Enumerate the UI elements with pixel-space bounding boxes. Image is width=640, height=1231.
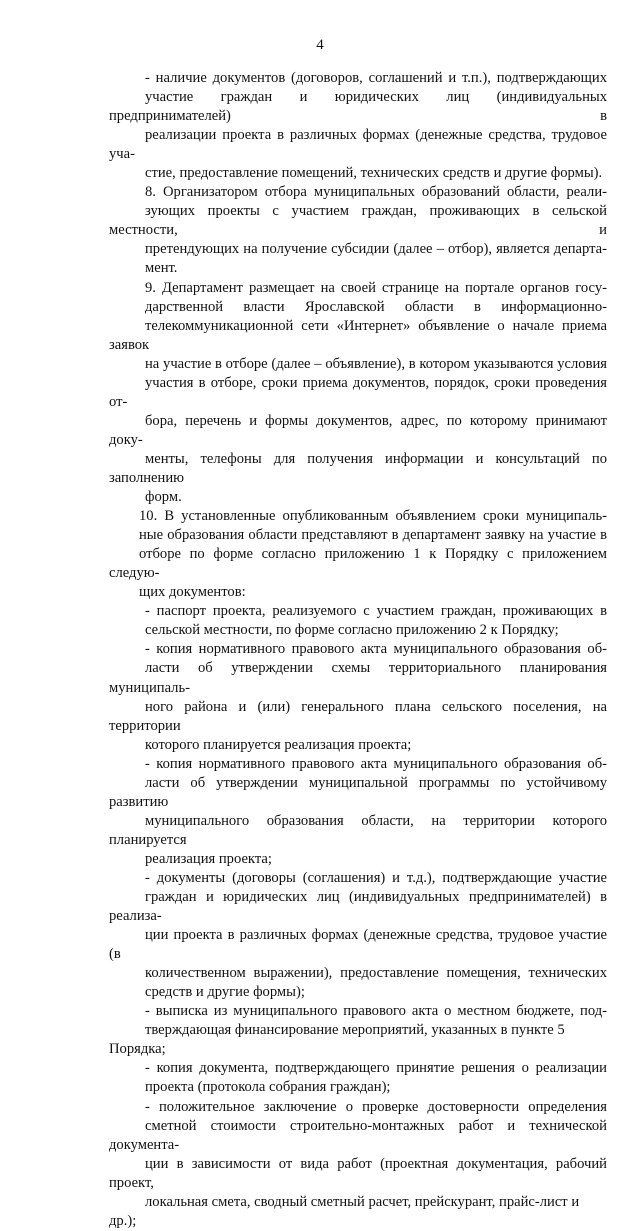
text-line: ные образования области представляют в департамент заявку на участие в [139,527,607,544]
text-line: муниципального образования области, на территории которого планируется [109,812,607,848]
text-line: - положительное заключение о проверке достоверности определения [145,1098,607,1115]
text-line: форм. [145,489,182,506]
text-line: проекта (протокола собрания граждан); [145,1079,391,1096]
paragraph-p11 [109,602,607,640]
text-line: - копия нормативного правового акта муниципального образования об- [145,641,607,658]
paragraph-p14 [109,869,607,1002]
text-line: - копия документа, подтверждающего принятие решения о реализации [145,1060,607,1077]
text-line: - наличие документов (договоров, соглашений и т.п.), подтверждающих [145,70,607,86]
text-line: претендующих на получение субсидии (далее – отбор), является департа- [145,241,607,258]
text-line: количественном выражении), предоставление помещения, технических [145,965,607,982]
text-line: ного района и (или) генерального плана сельского поселения, на территории [109,698,607,734]
document-body [109,69,607,1231]
text-line: ции проекта в различных формах (денежные средства, трудовое участие (в [109,927,607,963]
text-line: щих документов: [139,584,246,601]
text-line: - документы (договоры (соглашения) и т.д.), подтверждающие участие [145,869,607,886]
text-line: сельской местности, по форме согласно приложению 2 к Порядку; [145,622,559,639]
paragraph-p17 [109,1098,607,1231]
text-line: участия в отборе, сроки приема документов, порядок, сроки проведения от- [109,374,607,410]
text-line: тверждающая финансирование мероприятий, указанных в пункте 5 Порядка; [109,1022,565,1058]
text-line: локальная смета, сводный сметный расчет, прейскурант, прайс-лист и др.); [109,1193,580,1229]
paragraph-p9 [109,279,607,508]
paragraph-p15 [109,1002,607,1059]
text-line: 8. Организатором отбора муниципальных образований области, реали- [145,184,607,201]
text-line: - выписка из муниципального правового акта о местном бюджете, под- [145,1003,607,1020]
text-line: сметной стоимости строительно-монтажных работ и технической документа- [109,1117,607,1153]
text-line: 10. В установленные опубликованным объявлением сроки муниципаль- [139,508,607,525]
text-line: 9. Департамент размещает на своей странице на портале органов госу- [145,279,607,296]
page-number: 4 [316,37,324,53]
text-line: стие, предоставление помещений, технических средств и другие формы). [145,165,603,182]
paragraph-p8 [109,183,607,278]
text-line: ласти об утверждении муниципальной программы по устойчивому развитию [109,774,607,810]
text-line: телекоммуникационной сети «Интернет» объявление о начале приема заявок [109,317,607,353]
text-line: граждан и юридических лиц (индивидуальных предпринимателей) в реализа- [109,889,607,925]
text-line: - паспорт проекта, реализуемого с участием граждан, проживающих в [145,603,607,620]
text-line: на участие в отборе (далее – объявление), в котором указываются условия [145,355,607,372]
text-line: ции в зависимости от вида работ (проектная документация, рабочий проект, [109,1155,607,1191]
text-line: средств и другие формы); [145,984,305,1001]
text-line: реализации проекта в различных формах (денежные средства, трудовое уча- [109,127,607,163]
text-line: - копия нормативного правового акта муниципального образования об- [145,755,607,772]
text-line: реализация проекта; [145,850,272,867]
text-line: ласти об утверждении схемы территориального планирования муниципаль- [109,660,607,696]
text-line: менты, телефоны для получения информации и консультаций по заполнению [109,450,607,486]
paragraph-p10 [109,507,607,602]
paragraph-p16 [109,1059,607,1097]
text-line: зующих проекты с участием граждан, проживающих в сельской местности, и [109,203,607,239]
paragraph-p1 [109,69,607,183]
text-line: дарственной власти Ярославской области в информационно- [145,298,607,315]
text-line: мент. [145,260,178,277]
paragraph-p12 [109,640,607,754]
text-line: отборе по форме согласно приложению 1 к Порядку с приложением следую- [109,546,607,582]
text-line: участие граждан и юридических лиц (индивидуальных предпринимателей) в [109,89,607,125]
text-line: которого планируется реализация проекта; [145,736,412,753]
paragraph-p13 [109,755,607,869]
text-line: бора, перечень и формы документов, адрес, по которому принимают доку- [109,412,607,448]
